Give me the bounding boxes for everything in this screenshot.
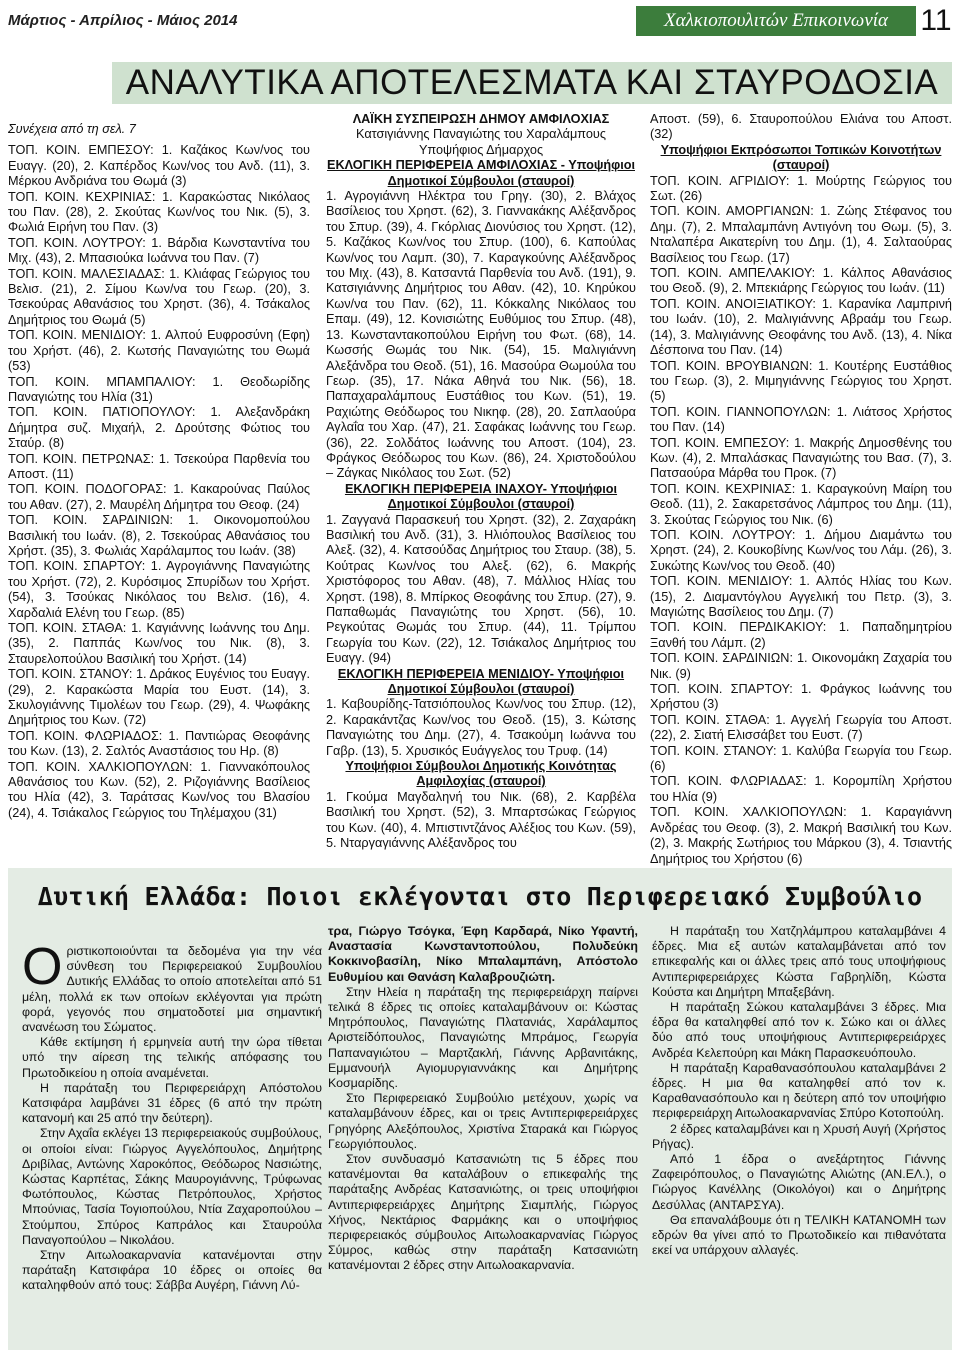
regional-council-article <box>8 868 952 1350</box>
article-paragraph: Κάθε εκτίμηση ή ερμηνεία αυτή την ώρα τίθεται υπό την αίρεση της τελικής απόφασης του Πρωτοδικείου η οποία αναμένεται. <box>22 1035 322 1080</box>
region-heading: Υποψήφιοι Σύμβουλοι Δημοτικής Κοινότητας Αμφιλοχίας (σταυροί) <box>345 759 617 789</box>
article-paragraph: Στον συνδυασμό Κατσανιώτη τις 5 έδρες που κατανέμονται θα καταλάβουν ο επικεφαλής της παράταξης Ανδρέας Κατσανιώτης, οι τρεις υποψήφιοι Αντιπεριφερειάρχες Δημήτρης Σιαμπλής, Γιώργος Χήνος, Νεκτάριος Φαρμάκης και ο υποψήφιος περιφερειακός σύμβουλος Αιτωλοακαρνανίας Γιώργος Σύμρος, καθώς στην παράταξη Κατσανιώτη κατανέμονται 2 έδρες στην Αιτωλοακαρνανία. <box>328 1152 638 1273</box>
continued-results: Αποστ. (59), 6. Σταυροπούλου Ελιάνα του Αποστ. (32) <box>650 112 952 142</box>
community-entry: ΤΟΠ. ΚΟΙΝ. ΕΜΠΕΣΟΥ: 1. Καζάκος Κων/νος του Ευαγγ. (20), 2. Καπέρδος Κων/νος του Ανδ. (11), 3. Μέρκου Ανδριάνα του Θωμά (3) <box>8 143 310 189</box>
article-paragraph: Από 1 έδρα ο ανεξάρτητος Γιάννης Ζαφειρόπουλος, ο Παναγιώτης Αλιώτης (ΑΝ.ΕΛ.), ο Γιώργος Κανέλλης (Οικολόγοι) και ο Δημήτρης Δεσύλλας (ΑΝΤΑΡΣΥΑ). <box>652 1152 946 1212</box>
party-name: ΛΑΪΚΗ ΣΥΣΠΕΙΡΩΣΗ ΔΗΜΟΥ ΑΜΦΙΛΟΧΙΑΣ <box>352 112 610 126</box>
community-entry: ΤΟΠ. ΚΟΙΝ. ΑΜΠΕΛΑΚΙΟΥ: 1. Κάλπος Αθανάσιος του Θεοδ. (9), 2. Μπεκιάρης Γεώργιος του Ιωάν. (11) <box>650 266 952 296</box>
community-entry: ΤΟΠ. ΚΟΙΝ. ΣΠΑΡΤΟΥ: 1. Αγρογιάννης Παναγιώτης του Χρήστ. (72), 2. Κυρόσιμος Σπυρίδων του Χρήστ. (54), 3. Τσούκας Νικόλαος του Βελισ. (16), 4. Χαρδαλιά Ελένη του Γεωρ. (85) <box>8 559 310 620</box>
article-column-3 <box>652 924 946 1258</box>
community-entry: ΤΟΠ. ΚΟΙΝ. ΜΕΝΙΔΙΟΥ: 1. Αλπός Ηλίας του Κων. (15), 2. Διαμαντόγλου Αγγελική του Πετρ. (3), 3. Μαγιώτης Βασίλειος του Δημ. (7) <box>650 574 952 619</box>
community-entry: ΤΟΠ. ΚΟΙΝ. ΚΕΧΡΙΝΙΑΣ: 1. Καρακώστας Νικόλαος του Παν. (28), 2. Σκούτας Κων/νος του Νικ. (5), 3. Φωλιά Ειρήνη του Παν. (3) <box>8 189 310 235</box>
newspaper-name: Χαλκιοπουλιτών Επικοινωνία <box>636 6 916 36</box>
region-results: 1. Γκούμα Μαγδαληνή του Νικ. (68), 2. Καρβέλα Βασιλική του Χρηστ. (52), 3. Μπαρτσώκας Γεώργιος του Κων. (40), 4. Μπιστιντζάνος Αλέξιος του Κων. (59), 5. Νταργαγιάννης Αλέξανδρος του <box>326 789 636 851</box>
community-entry: ΤΟΠ. ΚΟΙΝ. ΠΕΡΔΙΚΑΚΙΟΥ: 1. Παπαδημητρίου Ξανθή του Λάμπ. (2) <box>650 620 952 650</box>
community-entry: ΤΟΠ. ΚΟΙΝ. ΧΑΛΚΙΟΠΟΥΛΩΝ: 1. Γιανναкόπουλος Αθανάσιος του Κων. (52), 2. Ριζογιάννης Βασίλειος του Ηλία (42), 3. Ταράτσας Κων/νος του Βλασίου (24), 4. Τσιάκαλος Γεώργιος του Τηλέμαχου (31) <box>8 759 310 820</box>
community-entry: ΤΟΠ. ΚΟΙΝ. ΠΑΤΙΟΠΟΥΛΟΥ: 1. Αλεξανδράκη Δήμητρα συζ. Μιχαήλ, 2. Δρούτσης Φώτιος του Σταύρ. (8) <box>8 405 310 451</box>
community-entry: ΤΟΠ. ΚΟΙΝ. ΜΕΝΙΔΙΟΥ: 1. Αλπού Ευφροσύνη (Εφη) του Χρήστ. (46), 2. Κωτσής Παναγιώτης του Θωμά (53) <box>8 328 310 374</box>
continued-note: Συνέχεια από τη σελ. 7 <box>8 122 136 136</box>
community-entry: ΤΟΠ. ΚΟΙΝ. ΑΝΟΙΞΙΑΤΙΚΟΥ: 1. Καρανίκα Λαμπρινή του Ιωάν. (10), 2. Μαλιγιάννης Αβραάμ του Γεωρ. (14), 3. Μαλιγιάννης Θεοφάνης του Ανδ. (13), 4. Νίκα Δέσποινα του Παν. (14) <box>650 296 952 358</box>
article-paragraph: Θα επαναλάβουμε ότι η ΤΕΛΙΚΗ ΚΑΤΑΝΟΜΗ των εδρών θα γίνει από το Πρωτοδικείο και πιθανότατα εκεί να υπάρχουν αλλαγές. <box>652 1212 946 1258</box>
community-entry: ΤΟΠ. ΚΟΙΝ. ΑΓΡΙΔΙΟΥ: 1. Μούρτης Γεώργιος του Σωτ. (26) <box>650 173 952 204</box>
region-results: 1. Ζαγγανά Παρασκευή του Χρηστ. (32), 2. Ζαχαράκη Βασιλική του Ανδ. (31), 3. Ηλιόπουλος Βασίλειος του Αλεξ. (32), 4. Κατσούδας Δημήτριος του Σταυρ. (38), 5. Κούτρας Κων/νος του Αλεξ. (62), 6. Μακρής Χριστόφορος του Αθαν. (48), 7. Μάλλιος Ηλίας του Χρηστ. (198), 8. Μπίρκος Θεοφάνης του Σπυρ. (27), 9. Παπαθωμάς Παναγιώτης του Χρηστ. (56), 10. Ρεγκούτας Θωμάς του Σπυρ. (44), 11. Τρίμπου Γεωργία του Κων. (22), 12. Τσιάκαλος Δημήτριος του Ευαγγ. (94) <box>326 512 636 666</box>
community-entry: ΤΟΠ. ΚΟΙΝ. ΣΤΑΝΟΥ: 1. Καλύβα Γεωργία του Γεωρ. (6) <box>650 743 952 774</box>
article-lead: ριστικοποιούνται τα δεδομένα για την νέα σύνθεση του Περιφερειακού Συμβουλίου Δυτικής Ελλάδας το οποίο αποτελείται από 51 μέλη, πολλά εκ των οποίων εκλέγονται για πρώτη φορά, γεγονός που σηματοδοτεί μια σημαντική ανανέωση του Σώματος. <box>22 944 322 1035</box>
article-headline: Δυτική Ελλάδα: Ποιοι εκλέγονται στο Περιφερειακό Συμβούλιο <box>37 882 923 911</box>
community-entry: ΤΟΠ. ΚΟΙΝ. ΣΤΑΘΑ: 1. Αγγελή Γεωργία του Αποστ. (22), 2. Σιατή Ελισσάβετ του Ευστ. (7) <box>650 712 952 743</box>
community-entry: ΤΟΠ. ΚΟΙΝ. ΛΟΥΤΡΟΥ: 1. Βάρδια Κωνσταντίνα του Μιχ. (43), 2. Μπασιούκα Ιωάννα του Παν. (7) <box>8 235 310 266</box>
mayor-candidate: Κατσιγιάννης Παναγιώτης του Χαραλάμπους Υποψήφιος Δήμαρχος <box>356 127 606 157</box>
page-title: ΑΝΑΛΥΤΙΚΑ ΑΠΟΤΕΛΕΣΜΑΤΑ ΚΑΙ ΣΤΑΥΡΟΔΟΣΙΑ <box>125 63 939 102</box>
article-paragraph: Στην Αιτωλοακαρνανία κατανέμονται στην παράταξη Κατσιφάρα 10 έδρες οι οποίες θα καταληφθούν από τους: Σάββα Αυγέρη, Γιάννη Λύ- <box>22 1248 322 1293</box>
article-paragraph: τρα, Γιώργο Τσόγκα, Έφη Καρδαρά, Νίκο Υφαντή, Αναστασία Κωνσταντοπούλου, Πολυδεύκη Κοκκινοβασίλη, Νίκο Μπαλαμπάνη, Απόστολο Ευθυμίου και Θανάση Καλαβρουζιώτη. <box>328 924 638 984</box>
article-paragraph: Η παράταξη Σώκου καταλαμβάνει 3 έδρες. Μια έδρα θα καταληφθεί από τον κ. Σώκο και οι άλλες δύο από τους υποψήφιους Αντιπεριφερειάρχες Ανδρέα Κελεπούρη και Μάκη Παρασκευόπουλο. <box>652 1000 946 1060</box>
results-column-3 <box>650 112 952 867</box>
section-heading: Υποψήφιοι Εκπρόσωποι Τοπικών Κοινοτήτων (σταυροί) <box>660 142 942 173</box>
community-entry: ΤΟΠ. ΚΟΙΝ. ΒΡΟΥΒΙΑΝΩΝ: 1. Κουτέρης Ευστάθιος του Γεωρ. (3), 2. Μιμηγιάννης Γεώργιος του Χρηστ. (5) <box>650 358 952 404</box>
article-paragraph: Η παράταξη του Χατζηλάμπρου καταλαμβάνει 4 έδρες. Μια εξ αυτών καταλαμβάνεται από τον επικεφαλής και οι άλλες τρεις από τους υποψήφιους Αντιπεριφερειάρχες Κώστα Γαβρηλίδη, Κώστα Κούστα και Δημήτρη Μπαξεβάνη. <box>652 924 946 999</box>
community-entry: ΤΟΠ. ΚΟΙΝ. ΑΜΟΡΓΙΑΝΩΝ: 1. Ζώης Στέφανος του Δημ. (7), 2. Μπαλαμπάνη Αντιγόνη του Θωμ. (5), 3. Νταλαπέρα Αικατερίνη του Δημ. (1), 4. Σαλταούρας Βασίλειος του Γεωρ. (17) <box>650 204 952 265</box>
community-entry: ΤΟΠ. ΚΟΙΝ. ΠΟΔΟΓΟΡΑΣ: 1. Κακαρούνας Παύλος του Αθαν. (27), 2. Μαυρέλη Δήμητρα του Θεοφ. (24) <box>8 482 310 512</box>
community-entry: ΤΟΠ. ΚΟΙΝ. ΣΑΡΔΙΝΙΩΝ: 1. Οικονομάκη Ζαχαρία του Νικ. (9) <box>650 651 952 681</box>
community-entry: ΤΟΠ. ΚΟΙΝ. ΚΕΧΡΙΝΙΑΣ: 1. Καραγκούνη Μαίρη του Θεοδ. (11), 2. Σακαρετσάνος Λάμπρος του Δημ. (11), 3. Σκούτας Γεώργιος του Νικ. (6) <box>650 481 952 527</box>
community-entry: ΤΟΠ. ΚΟΙΝ. ΣΑΡΔΙΝΙΩΝ: 1. Οικονομοπούλου Βασιλική του Ιωάν. (8), 2. Τσεκούρας Αθανάσιος του Χρήστ. (35), 3. Φωλιάς Χαράλαμπος του Ιωάν. (38) <box>8 513 310 558</box>
results-column-2 <box>326 112 636 852</box>
region-results: 1. Αγρογιάννη Ηλέκτρα του Γρηγ. (30), 2. Βλάχος Βασίλειος του Χρηστ. (62), 3. Γιανναкάκης Αλέξανδρος του Σπυρ. (39), 4. Γκόρλιας Διονύσιος του Χρηστ. (12), 5. Καζάκος Κων/νος του Σπυρ. (100), 6. Καπούλας Κων/νος του Λαμπ. (30), 7. Καραγκούνης Αλέξανδρος του Μιχ. (43), 8. Κατσαντά Παρθενία του Ανδ. (191), 9. Κατσιγιάννης Δημήτριος του Αθαν. (42), 10. Κηρύκου Κων/να του Παν. (62), 11. Κόκκαλης Νικόλαος του Επαμ. (49), 12. Κονισιώτης Ευθύμιος του Σπυρ. (48), 13. Κωνσταντακοπούλου Ειρήνη του Φωτ. (68), 14. Κωσσής Θωμάς του Νικ. (54), 15. Μαλιγιάννη Αλεξάνδρα του Θεοδ. (51), 16. Μασούρα Θωμούλα του Γεωρ. (35), 17. Νάκα Αθηνά του Νικ. (56), 18. Παπαχαραλάμπους Ευστάθιος του Κων. (51), 19. Ραχιώτης Θεόδωρος του Νικηφ. (28), 20. Σαπλαούρα Αγλαΐα του Χαρ. (47), 21. Σαφάκας Ιωάννης του Γεωρ. (36), 22. Σολδάτος Ιωάννης του Αποστ. (104), 23. Φράγκος Θεόδωρος του Κων. (86), 24. Χριστοδούλου – Ζάγκας Νικόλαος του Σωτ. (52) <box>326 189 636 481</box>
article-paragraph: Στην Ηλεία η παράταξη της περιφερειάρχη παίρνει τελικά 8 έδρες τις οποίες καταλαμβάνουν οι: Κώστας Μητρόπουλος, Παναγιώτης Πλατανιάς, Χαράλαμπος Αριστείδόπουλος, Παναγιώτης Μπράμος, Γεωργία Παπαναγιώτου – Μαρτζακλή, Γιάννης Αρβανιτάκης, Εμμανουήλ Αγιομυργιαννάκης και Δημήτρης Κοσμαρίδης. <box>328 984 638 1091</box>
community-entry: ΤΟΠ. ΚΟΙΝ. ΠΕΤΡΩΝΑΣ: 1. Τσεκούρα Παρθενία του Αποστ. (11) <box>8 451 310 481</box>
community-entry: ΤΟΠ. ΚΟΙΝ. ΜΑΛΕΣΙΑΔΑΣ: 1. Κλιάφας Γεώργιος του Βελισ. (21), 2. Σίμου Κων/να του Γεωρ. (20), 3. Τσεκούρας Αθανάσιος του Χρηστ. (36), 4. Τσάκαλος Δημήτριος του Θωμά (5) <box>8 266 310 327</box>
community-entry: ΤΟΠ. ΚΟΙΝ. ΣΤΑΝΟΥ: 1. Δράκος Ευγένιος του Ευαγγ. (29), 2. Καρακώστα Μαρία του Ευστ. (14), 3. Σκυλογιάννης Τιμολέων του Γεωρ. (29), 4. Ψωφάκης Δημήτριος του Κων. (72) <box>8 667 310 728</box>
region-heading: ΕΚΛΟΓΙΚΗ ΠΕΡΙΦΕΡΕΙΑ ΑΜΦΙΛΟΧΙΑΣ - Υποψήφιοι Δημοτικοί Σύμβουλοι (σταυροί) <box>327 158 635 188</box>
article-column-1 <box>22 938 322 1294</box>
community-entry: ΤΟΠ. ΚΟΙΝ. ΦΛΩΡΙΑΔΑΣ: 1. Κορομπίλη Χρήστου του Ηλία (9) <box>650 774 952 804</box>
title-banner <box>112 62 952 104</box>
community-entry: ΤΟΠ. ΚΟΙΝ. ΦΛΩΡΙΑΔΟΣ: 1. Παντιώρας Θεοφάνης του Κων. (13), 2. Σαλτός Αναστάσιος του Ηρ. (8) <box>8 728 310 759</box>
community-entry: ΤΟΠ. ΚΟΙΝ. ΕΜΠΕΣΟΥ: 1. Μακρής Δημοσθένης του Κων. (4), 2. Μπαλάσκας Παναγιώτης του Βασ. (7), 3. Πατσαούρα Μάρθα του Προκ. (7) <box>650 435 952 481</box>
page-header <box>8 6 952 36</box>
community-entry: ΤΟΠ. ΚΟΙΝ. ΧΑΛΚΙΟΠΟΥΛΩΝ: 1. Καραγιάννη Ανδρέας του Θεοφ. (3), 2. Μακρή Βασιλική του Κων. (2), 3. Μακρής Σωτήριος του Μάρκου (3), 4. Τσιαντής Δημήτριος του Χρήστου (6) <box>650 805 952 866</box>
page-number: 11 <box>920 4 952 37</box>
region-results: 1. Καβουρίδης-Τατσιόπουλος Κων/νος του Σπυρ. (12), 2. Καρακάντζας Κων/νος του Θεοδ. (15), 3. Κώτσης Παναγιώτης του Δημ. (27), 4. Τσακούμη Ιωάννα του Γαβρ. (13), 5. Χρυσικός Ευάγγελος του Τρυφ. (14) <box>326 697 636 758</box>
region-heading: ΕΚΛΟΓΙΚΗ ΠΕΡΙΦΕΡΕΙΑ ΙΝΑΧΟΥ- Υποψήφιοι Δημοτικοί Σύμβουλοι (σταυροί) <box>344 481 618 512</box>
issue-date: Μάρτιος - Απρίλιος - Μάιος 2014 <box>8 12 238 29</box>
article-paragraph: Η παράταξη του Περιφερειάρχη Απόστολου Κατσιφάρα λαμβάνει 31 έδρες (6 από την πρώτη κατανομή και 25 από την δεύτερη). <box>22 1080 322 1126</box>
article-paragraph: Η παράταξη Καραθανασόπουλου καταλαμβάνει 2 έδρες. Η μια θα καταληφθεί από τον κ. Καραθανασόπουλο και η δεύτερη από τον υποψήφιο περιφερειάρχη Αιτωλοακαρνανίας Σπύρο Κοτοπούλη. <box>652 1060 946 1121</box>
community-entry: ΤΟΠ. ΚΟΙΝ. ΛΟΥΤΡΟΥ: 1. Δήμου Διαμάντω του Χρηστ. (24), 2. Κουκοβίνης Κων/νος του Λάμ. (26), 3. Συκώτης Κων/νος του Θεοδ. (40) <box>650 527 952 573</box>
drop-cap: Ο <box>22 938 63 996</box>
community-entry: ΤΟΠ. ΚΟΙΝ. ΣΤΑΘΑ: 1. Καγιάννης Ιωάννης του Δημ. (35), 2. Παππάς Κων/νος του Νικ. (8), 3. Σταυρελοπούλου Βασιλική του Χρήστ. (14) <box>8 621 310 666</box>
community-entry: ΤΟΠ. ΚΟΙΝ. ΣΠΑΡΤΟΥ: 1. Φράγκος Ιωάννης του Χρήστου (3) <box>650 682 952 712</box>
article-paragraph: Στο Περιφερειακό Συμβούλιο μετέχουν, χωρίς να καταλαμβάνουν έδρες, και οι τρεις Αντιπεριφερειάρχες Γρηγόρης Αλεξόπουλος, Χριστίνα Σταρακά και Γιώργος Γεωργιόπουλος. <box>328 1091 638 1151</box>
article-paragraph: Στην Αχαΐα εκλέγει 13 περιφερειακούς συμβούλους, οι οποίοι είναι: Γιώργος Αγγελόπουλος, Δημήτρης Δριβίλας, Αντώνης Χαροκόπος, Θεόδωρος Νασιώτης, Κώστας Καρπέτας, Σάκης Μαυρογιάννης, Τρύφωνας Φωτόπουλος, Κώστας Πετρόπουλος, Χρήστος Μπούνιας, Τασία Τογιοπούλου, Ντία Ζαχαροπούλου – Στούμπου, Σπύρος Καπράλος και Σταυρούλα Παναγοπούλου – Νικολάου. <box>22 1126 322 1247</box>
article-paragraph <box>22 938 322 1035</box>
results-column-1 <box>8 122 310 821</box>
article-column-2 <box>328 924 638 1274</box>
community-entry: ΤΟΠ. ΚΟΙΝ. ΜΠΑΜΠΑΛΙΟΥ: 1. Θεοδωρίδης Παναγιώτης του Ηλία (31) <box>8 374 310 404</box>
community-entry: ΤΟΠ. ΚΟΙΝ. ΓΙΑΝΝΟΠΟΥΛΩΝ: 1. Λιάτσος Χρήστος του Παν. (14) <box>650 404 952 435</box>
region-heading: ΕΚΛΟΓΙΚΗ ΠΕΡΙΦΕΡΕΙΑ ΜΕΝΙΔΙΟΥ- Υποψήφιοι Δημοτικοί Σύμβουλοι (σταυροί) <box>337 666 625 697</box>
article-paragraph: 2 έδρες καταλαμβάνει και η Χρυσή Αυγή (Χρήστος Ρήγας). <box>652 1121 946 1151</box>
